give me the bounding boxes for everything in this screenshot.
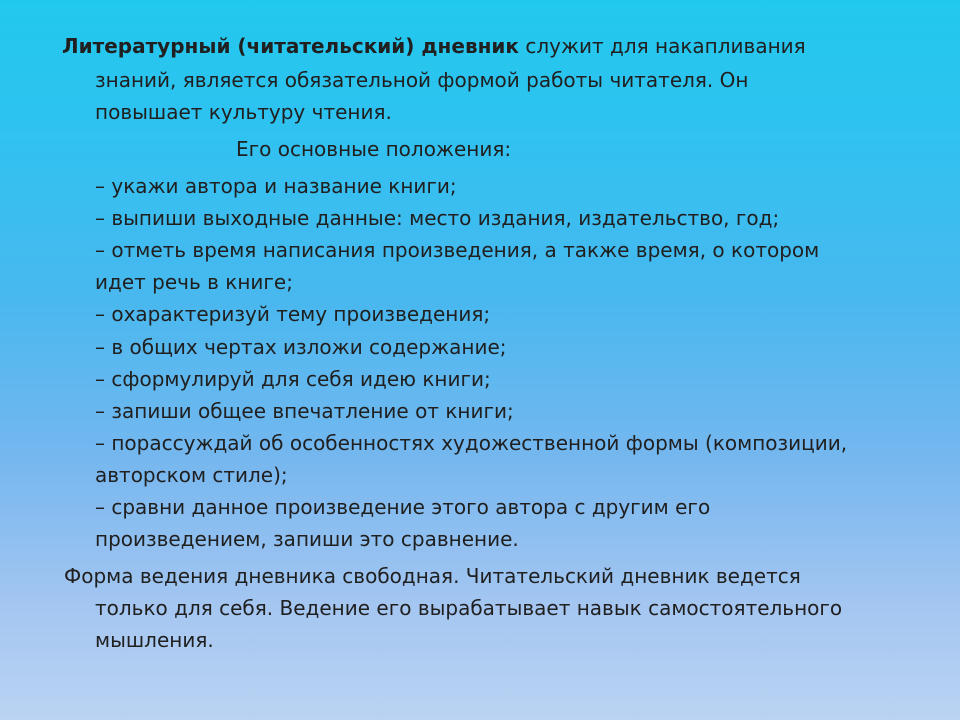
point-9-line-2: произведением, запиши это сравнение. — [95, 527, 519, 551]
intro-line-1 — [62, 32, 806, 60]
point-6: – сформулируй для себя идею книги; — [95, 367, 491, 391]
intro-line-2: знаний, является обязательной формой работы читателя. Он — [95, 68, 749, 92]
point-8-line-1: – порассуждай об особенностях художественной формы (композиции, — [95, 431, 848, 455]
point-9-line-1: – сравни данное произведение этого автора с другим его — [95, 495, 711, 519]
closing-line-3: мышления. — [95, 628, 214, 652]
intro-rest-line-1: служит для накапливания — [519, 34, 806, 58]
point-3-line-2: идет речь в книге; — [95, 270, 293, 294]
intro-line-3: повышает культуру чтения. — [95, 100, 392, 124]
point-1: – укажи автора и название книги; — [95, 174, 457, 198]
point-8-line-2: авторском стиле); — [95, 463, 288, 487]
subheading: Его основные положения: — [236, 137, 512, 161]
point-7: – запиши общее впечатление от книги; — [95, 399, 514, 423]
point-4: – охарактеризуй тему произведения; — [95, 302, 491, 326]
closing-line-1: Форма ведения дневника свободная. Читательский дневник ведется — [64, 564, 801, 588]
point-3-line-1: – отметь время написания произведения, а также время, о котором — [95, 238, 820, 262]
point-2: – выпиши выходные данные: место издания, издательство, год; — [95, 206, 780, 230]
intro-bold-title: Литературный (читательский) дневник — [62, 34, 520, 58]
closing-line-2: только для себя. Ведение его вырабатывает навык самостоятельного — [95, 596, 843, 620]
point-5: – в общих чертах изложи содержание; — [95, 335, 507, 359]
